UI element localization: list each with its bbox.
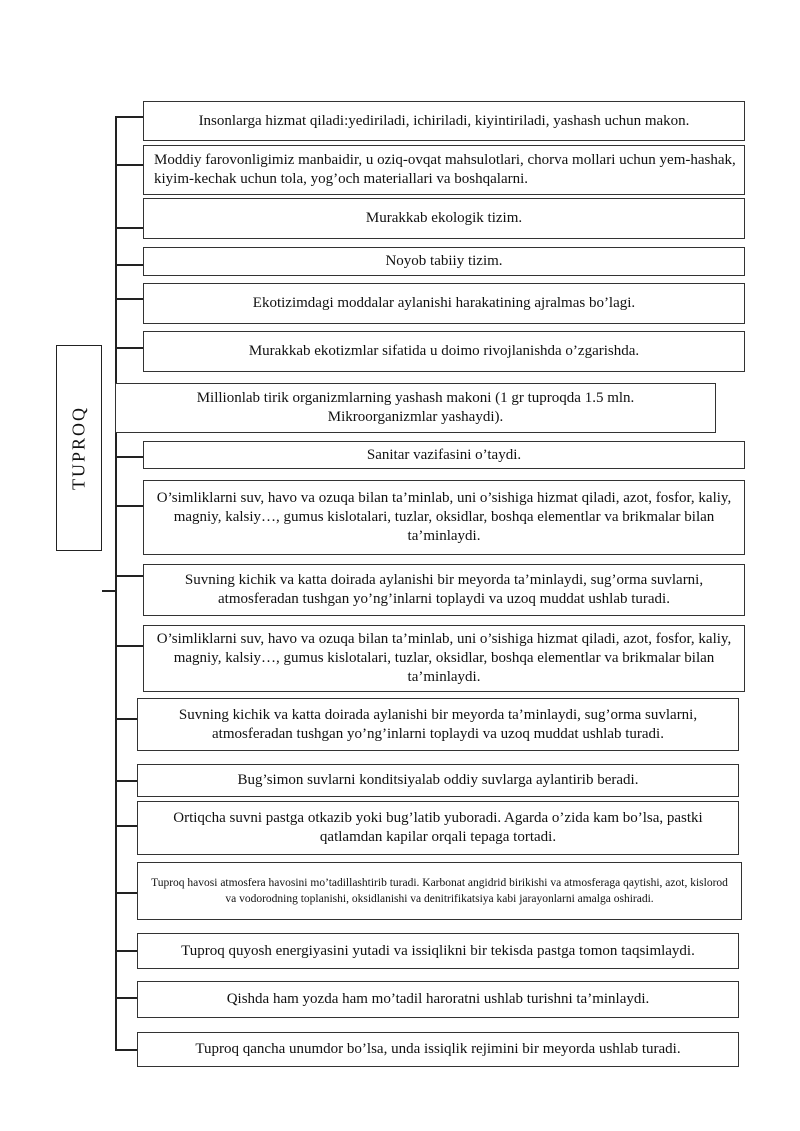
branch-connector [115, 780, 137, 782]
item-box [143, 625, 745, 692]
item-box [143, 283, 745, 324]
item-box [115, 383, 716, 433]
branch-connector [115, 645, 143, 647]
branch-connector [115, 227, 143, 229]
main-vertical-connector [115, 116, 117, 1050]
item-text: Noyob tabiiy tizim. [385, 253, 503, 269]
item-box [143, 331, 745, 372]
diagram-title: TUPROQ [68, 405, 89, 491]
item-text: Suvning kichik va katta doirada aylanishi bir meyorda ta’minlaydi, sug’orma suvlarni, atmosferadan tushgan yo’ng’inlarni toplaydi va uzoq muddat ushlab turadi. [178, 706, 698, 742]
branch-connector [115, 1049, 137, 1051]
item-text: Qishda ham yozda ham mo’tadil haroratni ushlab turishni ta’minlaydi. [226, 991, 650, 1007]
item-box [143, 441, 745, 469]
item-text: Tuproq quyosh energiyasini yutadi va issiqlikni bir tekisda pastga tomon taqsimlaydi. [181, 942, 695, 959]
item-box [137, 933, 739, 969]
branch-connector [115, 456, 143, 458]
item-box [143, 247, 745, 276]
item-text: Ortiqcha suvni pastga otkazib yoki bug’latib yuboradi. Agarda o’zida kam bo’lsa, pastki qatlamdan kapilar orqali tepaga tortadi. [173, 810, 703, 845]
item-text: O’simliklarni suv, havo va ozuqa bilan ta’minlab, uni o’sishiga hizmat qiladi, azot, fosfor, kaliy, magniy, kalsiy…, gumus kislotalari, tuzlar, oksidlar, boshqa elementlar va brikmalar bilan ta’minlaydi. [156, 631, 732, 685]
item-box [137, 981, 739, 1018]
item-box [143, 480, 745, 555]
item-box [143, 198, 745, 239]
item-box [143, 564, 745, 616]
branch-connector [115, 997, 137, 999]
item-text: Murakkab ekologik tizim. [365, 210, 523, 226]
branch-connector [115, 264, 143, 266]
branch-connector [115, 116, 143, 118]
branch-connector [115, 950, 137, 952]
branch-connector [115, 505, 143, 507]
item-text: Insonlarga hizmat qiladi:yediriladi, ichiriladi, kiyintiriladi, yashash uchun makon. [198, 112, 690, 129]
branch-connector [115, 892, 137, 894]
item-text: Sanitar vazifasini o’taydi. [366, 446, 522, 463]
title-connector [102, 590, 116, 592]
item-box [137, 1032, 739, 1067]
branch-connector [115, 718, 137, 720]
item-text: Tuproq qancha unumdor bo’lsa, unda issiqlik rejimini bir meyorda ushlab turadi. [195, 1041, 681, 1057]
item-box [137, 862, 742, 920]
item-text: Murakkab ekotizmlar sifatida u doimo rivojlanishda o’zgarishda. [248, 343, 640, 359]
item-text: O’simliklarni suv, havo va ozuqa bilan ta’minlab, uni o’sishiga hizmat qiladi, azot, fosfor, kaliy, magniy, kalsiy…, gumus kislotalari, tuzlar, oksidlar, boshqa elementlar va brikmalar bilan ta’minlaydi. [156, 490, 732, 544]
item-box [143, 145, 745, 195]
branch-connector [115, 347, 143, 349]
branch-connector [115, 575, 143, 577]
item-box [137, 801, 739, 855]
item-text: Suvning kichik va katta doirada aylanishi bir meyorda ta’minlaydi, sug’orma suvlarni, atmosferadan tushgan yo’ng’inlarni toplaydi va uzoq muddat ushlab turadi. [184, 572, 704, 607]
title-box [56, 345, 102, 551]
item-text: Tuproq havosi atmosfera havosini mo’tadillashtirib turadi. Karbonat angidrid birikishi va atmosferaga qaytishi, azot, kislorod va vodorodning toplanishi, oksidlanishi va denitrifikatsiya kabi jarayonlarni amalga oshiradi. [151, 877, 728, 905]
branch-connector [115, 164, 143, 166]
branch-connector [115, 298, 143, 300]
item-box [137, 698, 739, 751]
item-text: Ekotizimdagi moddalar aylanishi harakatining ajralmas bo’lagi. [252, 295, 636, 311]
item-box [143, 101, 745, 141]
item-text: Millionlab tirik organizmlarning yashash makoni (1 gr tuproqda 1.5 mln. Mikroorganizmlar yashaydi). [196, 390, 635, 425]
item-box [137, 764, 739, 797]
item-text: Bug’simon suvlarni konditsiyalab oddiy suvlarga aylantirib beradi. [237, 772, 639, 788]
item-text: Moddiy farovonligimiz manbaidir, u oziq-ovqat mahsulotlari, chorva mollari uchun yem-hashak, kiyim-kechak uchun tola, yog’och materiallari va boshqalarni. [154, 152, 736, 187]
branch-connector [115, 825, 137, 827]
